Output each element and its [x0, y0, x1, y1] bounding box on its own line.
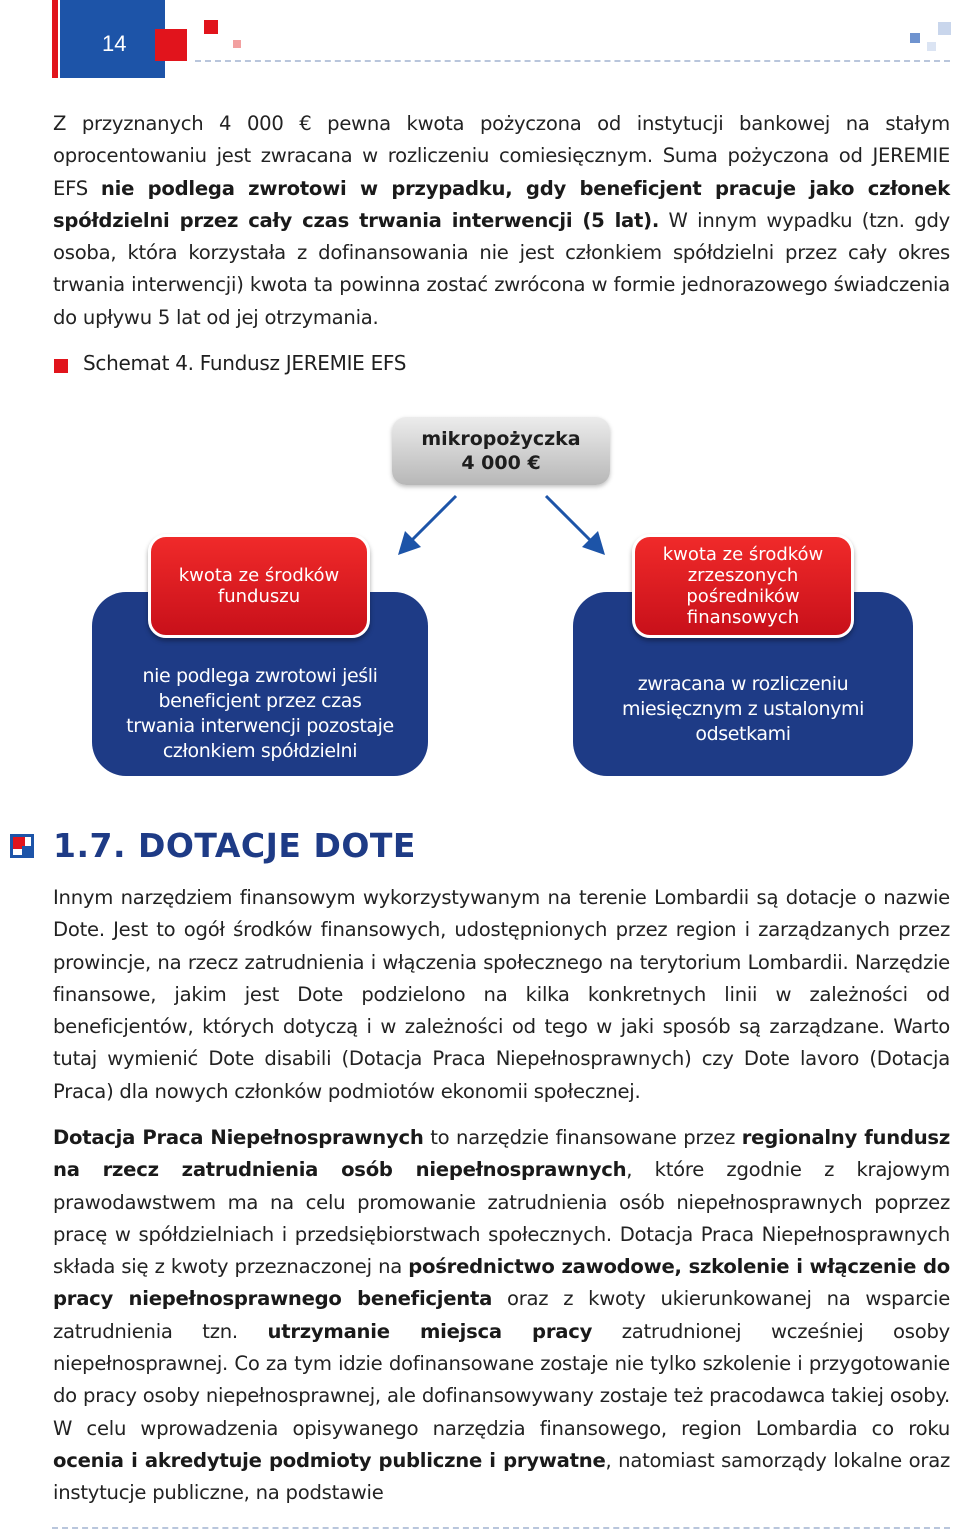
- intro-text-2: W innym wypadku (tzn. gdy osoba, która korzystała z dofinansowania nie jest członkiem spółdzielni przez cały okres trwania interwencji) kwota ta powinna zostać zwrócona w formie jednorazowego świadczenia do upływu 5 lat od jej otrzymania.: [53, 208, 950, 329]
- left-red-text: kwota ze środków funduszu: [178, 565, 340, 607]
- dote-paragraph: Innym narzędziem finansowym wykorzystywanym na terenie Lombardii są dotacje o nazwie Dote. Jest to ogół środków finansowych, udostępnionych przez region i zarządzanych przez prowincje, na rzecz zatrudnienia i włączenia społecznego na terytorium Lombardii. Narzędzie finansowe, jakim jest Dote podzielono na kilka konkretnych linii w zależności od beneficjentów, których dotyczą i w zależności od tego w jaki sposób są zarządzane. Warto tutaj wymienić Dote disabili (Dotacja Praca Niepełnosprawnych) czy Dote lavoro (Dotacja Praca) dla nowych członków podmiotów ekonomii społecznej.: [53, 886, 950, 1103]
- top-node-label: mikropożyczka: [421, 428, 581, 450]
- dotacja-paragraph: [53, 1122, 950, 1510]
- schema-caption: Schemat 4. Fundusz JEREMIE EFS: [83, 351, 407, 375]
- footer-divider: [52, 1527, 950, 1529]
- bold-run: pośrednictwo zawodowe, szkolenie i włączenie do pracy niepełnosprawnego beneficjenta: [53, 1255, 950, 1311]
- section-icon: [10, 834, 34, 858]
- top-node-amount: 4 000 €: [461, 452, 541, 474]
- bold-run: ocenia i akredytuje podmioty publiczne i prywatne: [53, 1448, 606, 1472]
- arrow-left: [411, 496, 456, 541]
- text-run: oraz z kwoty ukierunkowanej na wsparcie zatrudnienia tzn.: [53, 1287, 950, 1343]
- section-title: 1.7. DOTACJE DOTE: [53, 826, 416, 865]
- text-run: , natomiast samorządy lokalne oraz instytucje publiczne, na podstawie: [53, 1448, 950, 1505]
- left-red-box: [148, 534, 370, 638]
- bold-run: regionalny fundusz na rzecz zatrudnienia osób niepełnosprawnych: [53, 1126, 950, 1182]
- bold-run: utrzymanie miejsca pracy: [267, 1319, 593, 1343]
- bold-run: Dotacja Praca Niepełnosprawnych: [53, 1126, 424, 1149]
- right-red-box: [632, 534, 854, 638]
- text-run: zatrudnionej wcześniej osoby niepełnosprawnej. Co za tym idzie dofinansowane zostaje nie tylko szkolenie i przygotowanie do pracy osoby niepełnosprawnej, ale dofinansowywany zostaje też pracodawca takiej osoby. W celu wprowadzenia opisywanego narzędzia finansowego, region Lombardia co roku: [53, 1319, 951, 1440]
- intro-text-1: Z przyznanych 4 000 € pewna kwota pożyczona od instytucji bankowej na stałym oprocentowaniu jest zwracana w rozliczeniu comiesięcznym. Suma pożyczona od JEREMIE EFS: [53, 112, 950, 200]
- left-blue-text: nie podlega zwrotowi jeśli beneficjent przez czas trwania interwencji pozostaje członkiem spółdzielni: [126, 665, 394, 762]
- text-run: to narzędzie finansowane przez: [423, 1126, 742, 1149]
- page-number: 14: [102, 31, 127, 56]
- right-blue-text: zwracana w rozliczeniu miesięcznym z ustalonymi odsetkami: [621, 672, 865, 745]
- text-run: , które zgodnie z krajowym prawodawstwem ma na celu promowanie zatrudnienia osób niepełnosprawnych poprzez pracę w spółdzielniach i przedsiębiorstwach społecznych. Dotacja Praca Niepełnosprawnych składa się z kwoty przeznaczonej na: [53, 1158, 950, 1279]
- right-red-text: kwota ze środków zrzeszonych pośredników finansowych: [662, 544, 824, 628]
- intro-text-bold: nie podlega zwrotowi w przypadku, gdy beneficjent pracuje jako członek spółdzielni przez cały czas trwania interwencji (5 lat).: [53, 176, 950, 232]
- arrow-right: [546, 496, 591, 541]
